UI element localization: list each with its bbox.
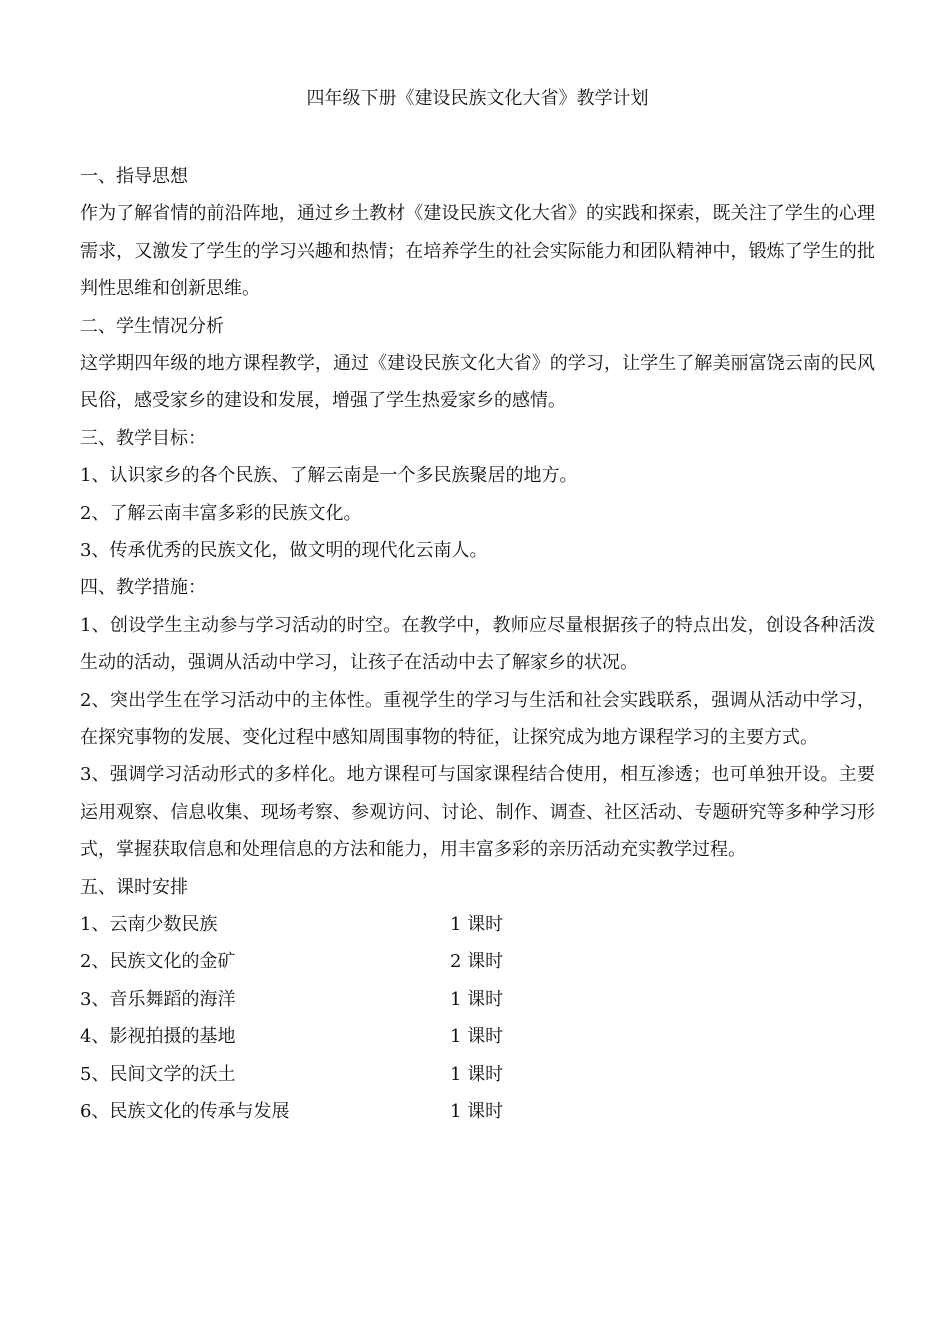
section-heading-student-analysis: 二、学生情况分析 bbox=[80, 315, 224, 337]
schedule-hours: 1 课时 bbox=[450, 1100, 504, 1122]
schedule-row bbox=[80, 981, 875, 1018]
schedule-hours: 1 课时 bbox=[450, 988, 504, 1010]
document-body bbox=[80, 158, 875, 1130]
section-heading-schedule: 五、课时安排 bbox=[80, 876, 188, 898]
section-heading-teaching-goals: 三、教学目标： bbox=[80, 427, 206, 449]
goal-item: 2、了解云南丰富多彩的民族文化。 bbox=[80, 502, 362, 524]
schedule-hours: 1 课时 bbox=[450, 1063, 504, 1085]
schedule-row bbox=[80, 1018, 875, 1055]
section-text-student-analysis: 这学期四年级的地方课程教学，通过《建设民族文化大省》的学习，让学生了解美丽富饶云南的民风民俗，感受家乡的建设和发展，增强了学生热爱家乡的感情。 bbox=[80, 353, 875, 412]
schedule-lesson: 4、影视拍摄的基地 bbox=[80, 1026, 236, 1048]
schedule-row bbox=[80, 943, 875, 980]
section-text-guiding-ideology: 作为了解省情的前沿阵地，通过乡土教材《建设民族文化大省》的实践和探索，既关注了学生的心理需求，又激发了学生的学习兴趣和热情；在培养学生的社会实际能力和团队精神中，锻炼了学生的批判性思维和创新思维。 bbox=[80, 203, 875, 300]
schedule-hours: 1 课时 bbox=[450, 914, 504, 935]
schedule-hours: 2 课时 bbox=[450, 951, 504, 973]
measure-item: 1、创设学生主动参与学习活动的时空。在教学中，教师应尽量根据孩子的特点出发，创设各种活泼生动的活动，强调从活动中学习，让孩子在活动中去了解家乡的状况。 bbox=[80, 614, 875, 674]
schedule-lesson: 6、民族文化的传承与发展 bbox=[80, 1100, 290, 1122]
document-title: 四年级下册《建设民族文化大省》教学计划 bbox=[306, 88, 649, 109]
section-heading-teaching-measures: 四、教学措施： bbox=[80, 577, 206, 599]
measure-item: 3、强调学习活动形式的多样化。地方课程可与国家课程结合使用，相互渗透；也可单独开设。主要运用观察、信息收集、现场考察、参观访问、讨论、制作、调查、社区活动、专题研究等多种学习形式，掌握获取信息和处理信息的方法和能力，用丰富多彩的亲历活动充实教学过程。 bbox=[80, 764, 875, 861]
schedule-lesson: 2、民族文化的金矿 bbox=[80, 951, 236, 973]
schedule-lesson: 1、云南少数民族 bbox=[80, 914, 218, 935]
goal-item: 3、传承优秀的民族文化，做文明的现代化云南人。 bbox=[80, 539, 488, 561]
section-heading-guiding-ideology: 一、指导思想 bbox=[80, 166, 188, 187]
schedule-row bbox=[80, 906, 875, 943]
schedule-row bbox=[80, 1093, 875, 1130]
schedule-hours: 1 课时 bbox=[450, 1026, 504, 1048]
schedule-row bbox=[80, 1056, 875, 1093]
goal-item: 1、认识家乡的各个民族、了解云南是一个多民族聚居的地方。 bbox=[80, 465, 578, 487]
schedule-lesson: 3、音乐舞蹈的海洋 bbox=[80, 988, 236, 1010]
schedule-lesson: 5、民间文学的沃土 bbox=[80, 1063, 236, 1085]
measure-item: 2、突出学生在学习活动中的主体性。重视学生的学习与生活和社会实践联系，强调从活动中学习，在探究事物的发展、变化过程中感知周围事物的特征，让探究成为地方课程学习的主要方式。 bbox=[80, 689, 875, 748]
